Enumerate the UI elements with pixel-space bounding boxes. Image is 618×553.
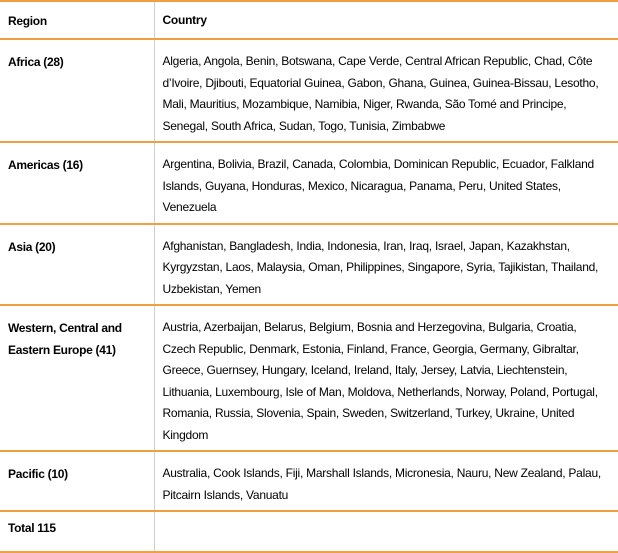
table-row-europe <box>0 305 618 451</box>
region-asia: Asia (20) <box>0 224 154 306</box>
countries-europe: Austria, Azerbaijan, Belarus, Belgium, Bosnia and Herzegovina, Bulgaria, Croatia, Czech Republic, Denmark, Estonia, Finland, France, Georgia, Germany, Gibraltar, Greece, Guernsey, Hungary, Iceland, Ireland, Italy, Jersey, Latvia, Liechtenstein, Lithuania, Luxembourg, Isle of Man, Moldova, Netherlands, Norway, Poland, Portugal, Romania, Russia, Slovenia, Spain, Sweden, Switzerland, Turkey, Ukraine, United Kingdom <box>154 305 618 451</box>
countries-americas: Argentina, Bolivia, Brazil, Canada, Colombia, Dominican Republic, Ecuador, Falkland Islands, Guyana, Honduras, Mexico, Nicaragua, Panama, Peru, United States, Venezuela <box>154 142 618 224</box>
countries-asia: Afghanistan, Bangladesh, India, Indonesia, Iran, Iraq, Israel, Japan, Kazakhstan, Kyrgyzstan, Laos, Malaysia, Oman, Philippines, Singapore, Syria, Tajikistan, Thailand, Uzbekistan, Yemen <box>154 224 618 306</box>
table-header-row <box>0 1 618 39</box>
table-row-americas <box>0 142 618 224</box>
table-row-africa <box>0 39 618 142</box>
total-label: Total 115 <box>0 511 154 552</box>
region-africa: Africa (28) <box>0 39 154 142</box>
table-row-pacific <box>0 451 618 511</box>
countries-pacific: Australia, Cook Islands, Fiji, Marshall Islands, Micronesia, Nauru, New Zealand, Palau, Pitcairn Islands, Vanuatu <box>154 451 618 511</box>
header-region: Region <box>0 1 154 39</box>
table-row-total <box>0 511 618 552</box>
header-country: Country <box>154 1 618 39</box>
region-europe: Western, Central and Eastern Europe (41) <box>0 305 154 451</box>
total-countries <box>154 511 618 552</box>
table-row-asia <box>0 224 618 306</box>
region-americas: Americas (16) <box>0 142 154 224</box>
countries-africa: Algeria, Angola, Benin, Botswana, Cape Verde, Central African Republic, Chad, Côte d’Ivoire, Djibouti, Equatorial Guinea, Gabon, Ghana, Guinea, Guinea-Bissau, Lesotho, Mali, Mauritius, Mozambique, Namibia, Niger, Rwanda, São Tomé and Principe, Senegal, South Africa, Sudan, Togo, Tunisia, Zimbabwe <box>154 39 618 142</box>
region-pacific: Pacific (10) <box>0 451 154 511</box>
